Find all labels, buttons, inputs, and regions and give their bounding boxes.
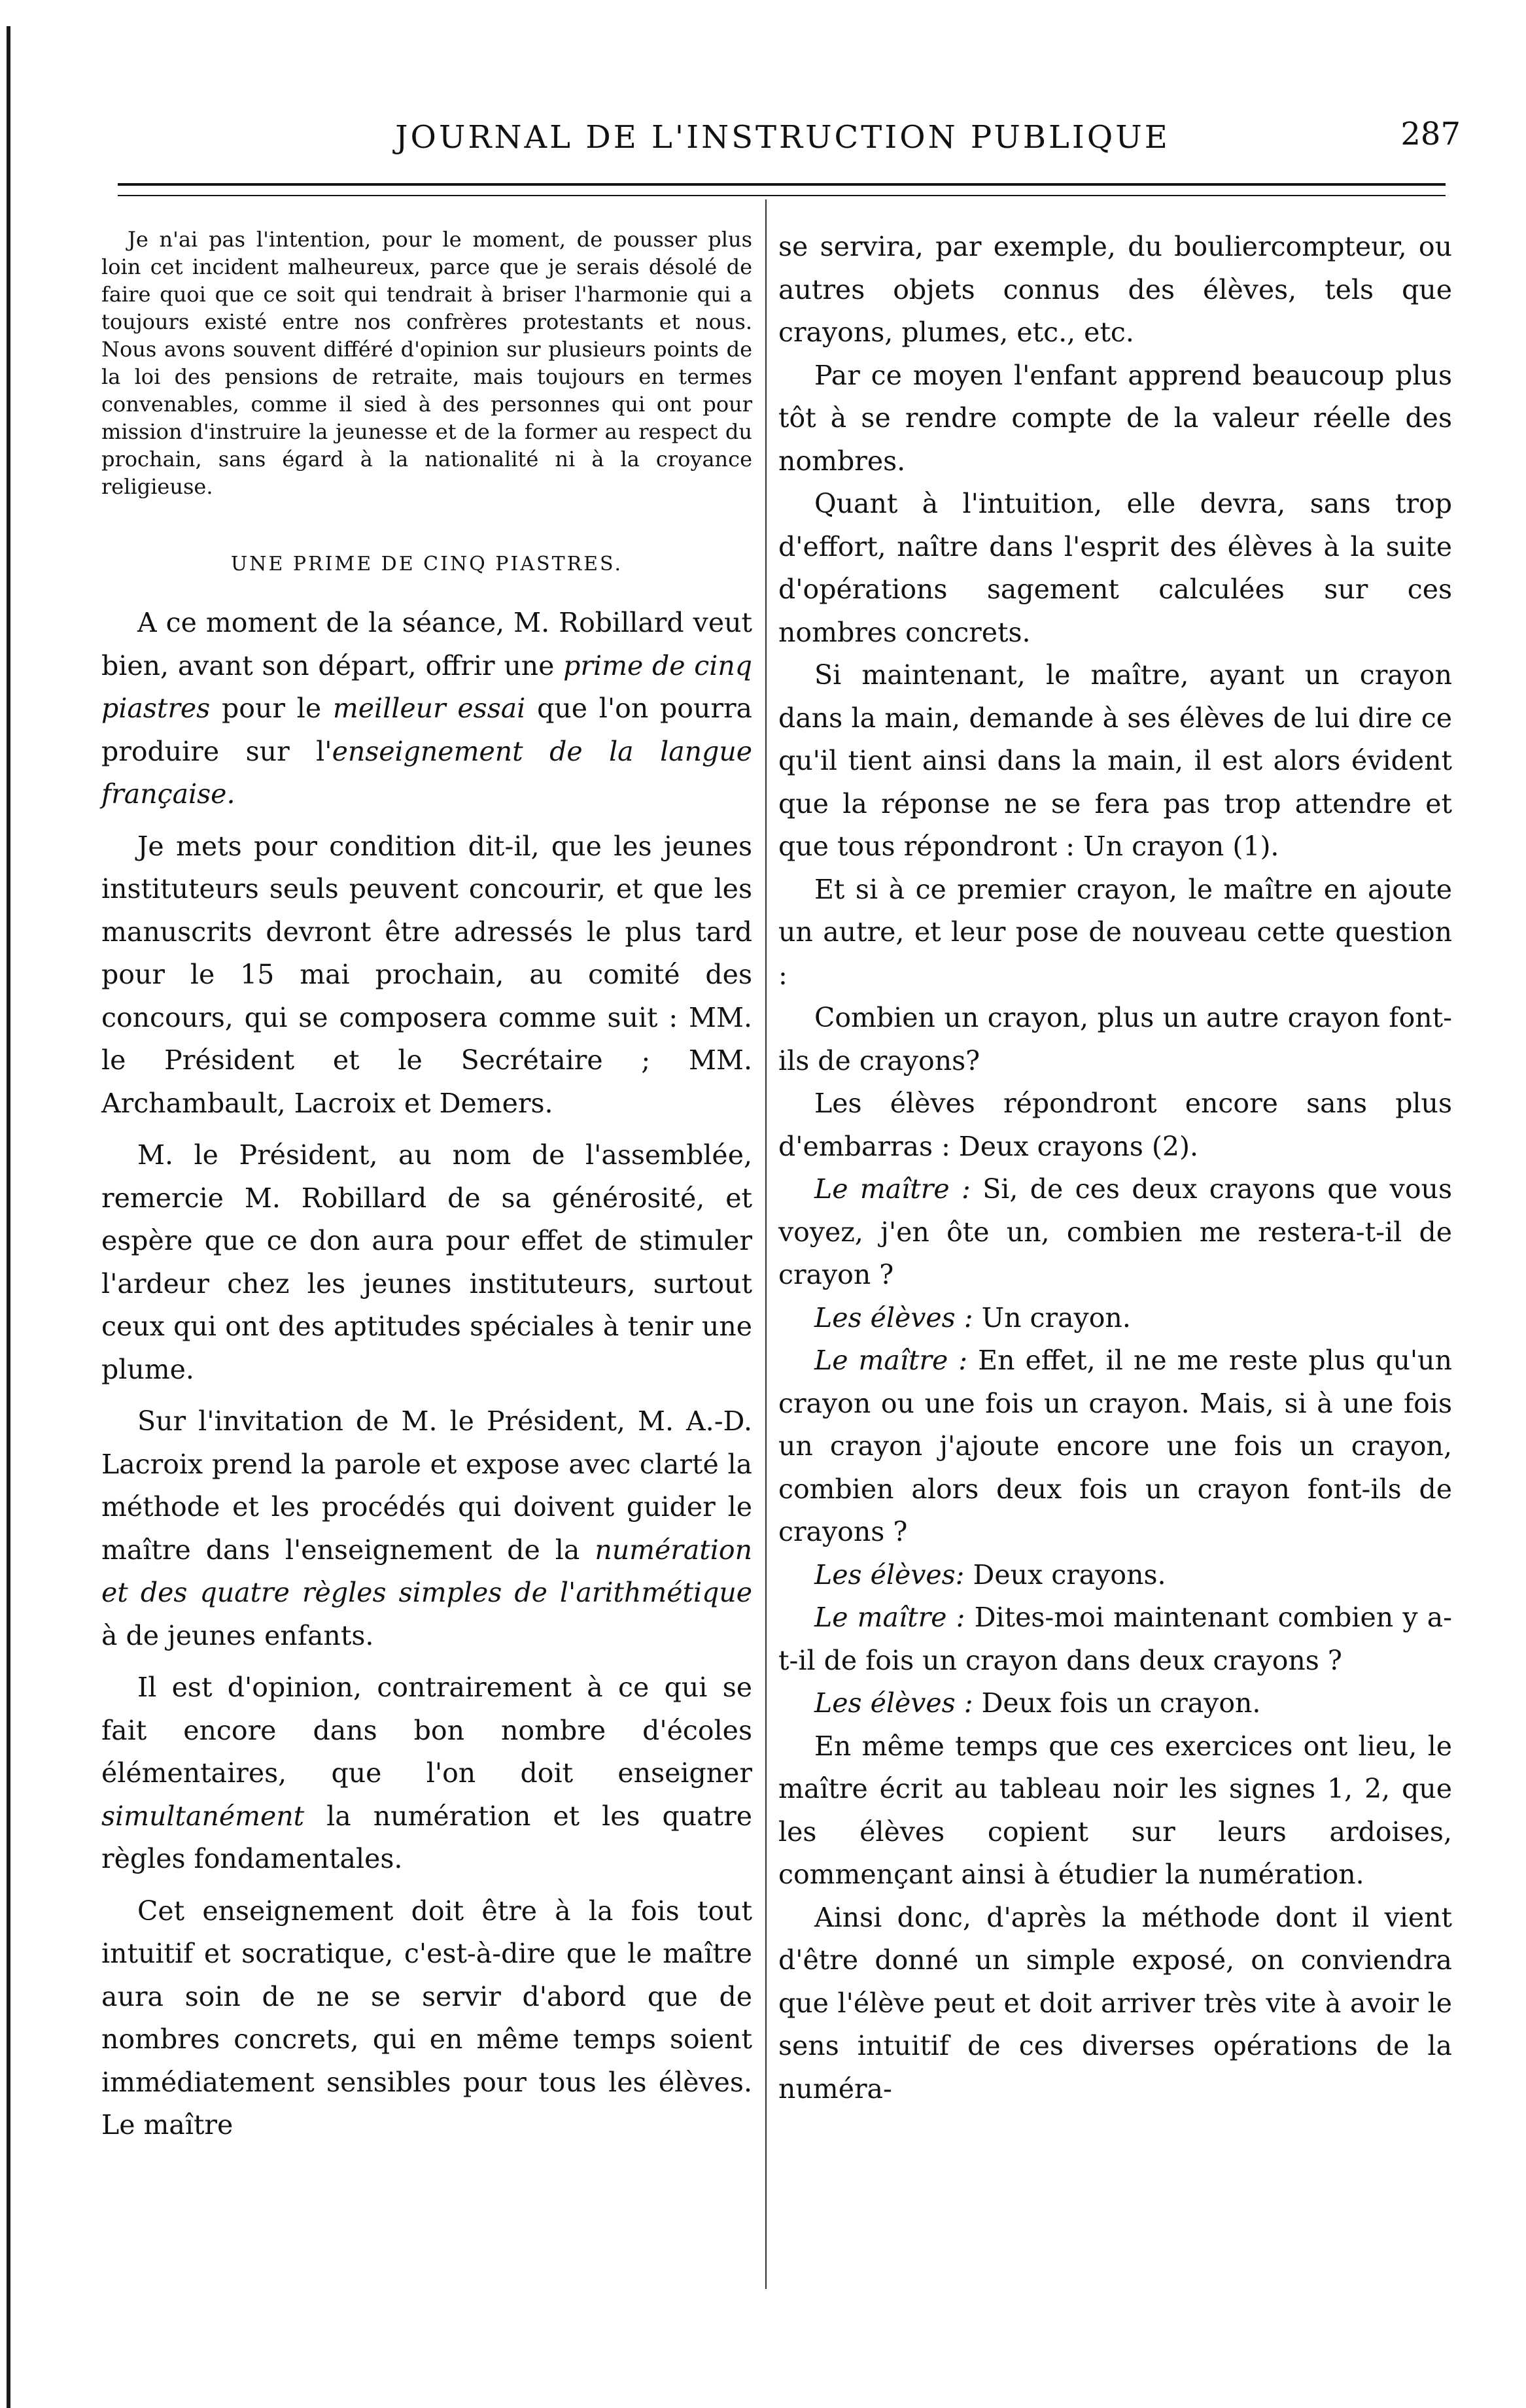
italic-run: prime de cinq piastres [101,649,752,724]
text-run: A ce moment de la séance, M. Robillard veut bien, avant son départ, offrir une [101,607,752,681]
paragraph: Les élèves répondront encore sans plus d'embarras : Deux crayons (2). [778,1088,1452,1162]
header-rule-thin [118,195,1446,196]
page-number: 287 [1400,116,1461,152]
paragraph: Par ce moyen l'enfant apprend beaucoup plus tôt à se rendre compte de la valeur réelle des nombres. [778,359,1452,477]
dialogue-line [778,1554,1452,1597]
column-divider [765,199,767,2289]
dialogue-text: Si, de ces deux crayons que vous voyez, j'en ôte un, combien me restera-t-il de crayon ? [778,1173,1452,1290]
journal-title: JOURNAL DE L'INSTRUCTION PUBLIQUE [395,119,1170,156]
speaker-label: Les élèves: [814,1558,965,1591]
paragraph: Et si à ce premier crayon, le maître en ajoute un autre, et leur pose de nouveau cette question : [778,873,1452,991]
paragraph: Quant à l'intuition, elle devra, sans trop d'effort, naître dans l'esprit des élèves à la suite d'opérations sagement calculées sur ces nombres concrets. [778,488,1452,648]
text-run: pour le [210,693,333,724]
paragraph-lacroix [101,1400,752,1657]
dialogue-line [778,1596,1452,1682]
text-run: la numération et les quatre règles fondamentales. [101,1800,752,1874]
paragraph-continuation: se servira, par exemple, du bouliercompteur, ou autres objets connus des élèves, tels que crayons, plumes, etc., etc. [778,231,1452,348]
dialogue-line [778,1339,1452,1554]
right-column [778,226,1452,2110]
text-run: Sur l'invitation de M. le Président, M. A.-D. Lacroix prend la parole et expose avec clarté la méthode et les procédés qui doivent guider le maître dans l'enseignement de la [101,1405,752,1566]
italic-run: enseignement de la langue française. [101,735,752,810]
paragraph: Ainsi donc, d'après la méthode dont il vient d'être donné un simple exposé, on conviendra que l'élève peut et doit arriver très vite à avoir le sens intuitif de ces diverses opérations de la numéra- [778,1901,1452,2105]
paragraph-intuitive: Cet enseignement doit être à la fois tout intuitif et socratique, c'est-à-dire que le maître aura soin de ne se servir d'abord que de nombres concrets, qui en même temps soient immédiatement sensibles pour tous les élèves. Le maître [101,1895,752,2141]
left-column [101,226,752,2147]
paragraph: Combien un crayon, plus un autre crayon font-ils de crayons? [778,1002,1452,1076]
dialogue-text: Dites-moi maintenant combien y a-t-il de fois un crayon dans deux crayons ? [778,1602,1452,1676]
running-header [105,111,1461,163]
paragraph: Si maintenant, le maître, ayant un crayon dans la main, demande à ses élèves de lui dire ce qu'il tient ainsi dans la main, il est alors évident que la réponse ne se fera pas trop attendre et que tous répondront : Un crayon (1). [778,659,1452,862]
italic-run: numération et des quatre règles simples de l'arithmétique [101,1534,752,1608]
dialogue-text: Un crayon. [973,1301,1131,1333]
italic-run: simultanément [101,1800,305,1832]
italic-run: meilleur essai [332,693,526,724]
text-run: Il est d'opinion, contrairement à ce qui se fait encore dans bon nombre d'écoles élémentaires, que l'on doit enseigner [101,1672,752,1789]
page-binding-edge [7,26,10,2408]
speaker-label: Le maître : [814,1173,971,1205]
dialogue-line [778,1168,1452,1297]
paragraph-thanks: M. le Président, au nom de l'assemblée, remercie M. Robillard de sa générosité, et espère que ce don aura pour effet de stimuler l'ardeur chez les jeunes instituteurs, surtout ceux qui ont des aptitudes spéciales à tenir une plume. [101,1139,752,1385]
section-title: UNE PRIME DE CINQ PIASTRES. [230,553,623,576]
dialogue-text: En effet, il ne me reste plus qu'un crayon ou une fois un crayon. Mais, si à une fois un crayon j'ajoute encore une fois un crayon, combien alors deux fois un crayon font-ils de crayons ? [778,1345,1452,1547]
paragraph-opinion [101,1666,752,1881]
dialogue-text: Deux crayons. [964,1558,1166,1591]
header-rule-thick [118,183,1446,186]
dialogue-line [778,1682,1452,1725]
dialogue-text: Deux fois un crayon. [973,1687,1261,1719]
text-run: à de jeunes enfants. [101,1619,374,1651]
speaker-label: Les élèves : [814,1687,973,1719]
paragraph-conditions: Je mets pour condition dit-il, que les jeunes instituteurs seuls peuvent concourir, et que les manuscrits devront être adressés le plus tard pour le 15 mai prochain, au comité des concours, qui se composera comme suit : MM. le Président et le Secrétaire ; MM. Archambault, Lacroix et Demers. [101,830,752,1119]
paragraph-prime [101,602,752,816]
speaker-label: Les élèves : [814,1301,973,1333]
paragraph: En même temps que ces exercices ont lieu, le maître écrit au tableau noir les signes 1, 2, que les élèves copient sur leurs ardoises, commençant ainsi à étudier la numération. [778,1730,1452,1890]
speaker-label: Le maître : [814,1602,965,1633]
speaker-label: Le maître : [814,1345,968,1376]
dialogue-line [778,1297,1452,1340]
intro-paragraph: Je n'ai pas l'intention, pour le moment, de pousser plus loin cet incident malheureux, parce que je serais désolé de faire quoi que ce soit qui tendrait à briser l'harmonie qui a toujours existé entre nos confrères protestants et nous. Nous avons souvent différé d'opinion sur plusieurs points de la loi des pensions de retraite, mais toujours en termes convenables, comme il sied à des personnes qui ont pour mission d'instruire la jeunesse et de la former au respect du prochain, sans égard à la nationalité ni à la croyance religieuse. [101,227,752,499]
text-run: que l'on pourra produire sur l' [101,693,753,767]
